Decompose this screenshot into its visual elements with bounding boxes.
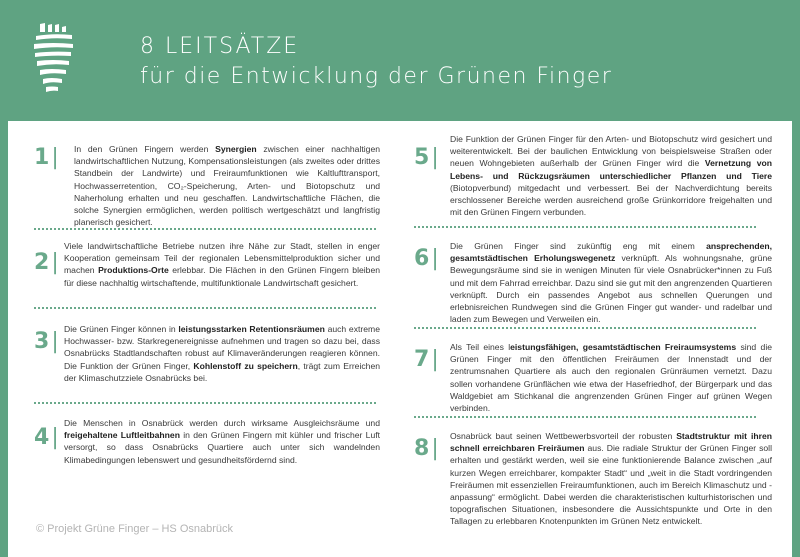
principle-number: 6|: [414, 246, 439, 271]
body-text: Als Teil eines l: [450, 342, 511, 352]
body-text: sind die Grünen Finger mit den öffentlichen Freiräumen der Innenstadt und der zentrumsnahen Quartiere als auch den regionalen Grünräumen vernetzt. Dazu sollen vorhandene Grünflächen wie etwa der Hasefriedhof, der Bürgerpark und das Waldgebiet am Stichkanal die angrenzenden Grünen Finger auf grünen Wegen verbinden.: [450, 342, 773, 414]
left-column: [8, 121, 388, 557]
emphasized-text: Stadtstruktur mit ihren schnell erreichbaren Freiräumen: [450, 431, 772, 454]
principle-number: 4|: [34, 425, 59, 450]
body-text: Die Grünen Finger können in: [64, 324, 179, 334]
page-title: 8 LEITSÄTZE: [140, 34, 300, 59]
principle-text: [64, 417, 380, 466]
principle-8: [400, 430, 780, 550]
body-text: In den Grünen Fingern werden: [74, 144, 216, 154]
dotted-divider: [34, 402, 376, 404]
emphasized-text: Vernetzung von Lebens- und Rückzugsräumen unterschiedlicher Pflanzen und Tiere: [450, 158, 772, 181]
principle-4: [8, 417, 388, 487]
principle-5: [400, 133, 780, 233]
emphasized-text: eistungsfähigen, gesamtstädtischen Freiraumsystems: [510, 342, 737, 352]
content-card: [8, 121, 792, 557]
principle-text: [450, 341, 772, 414]
body-text: zwischen einer nachhaltigen landwirtschaftlichen Nutzung, Kompensationsleistungen (als zweites oder drittes Standbein der Landwirte) und Freiraumfunktionen wie Kaltlufttransport, Hochwasserretention, CO₂-Speicherung, Arten- und Biotopschutz und Naherholung erhalten und neu geschaffen. Landwirtschaftliche Flächen, die solche Synergien ermöglichen, werden politisch wertgeschätzt und langfristig planerisch gesichert.: [74, 144, 381, 228]
principle-text: [64, 240, 380, 289]
principle-text: [450, 133, 772, 218]
principle-number: 3|: [34, 329, 59, 354]
header: [0, 0, 800, 120]
principle-number: 2|: [34, 250, 59, 275]
body-text: , trägt zum Erreichen der Klimaschutzziele Osnabrücks bei.: [64, 360, 381, 383]
body-text: Osnabrück baut seinen Wettbewerbsvorteil der robusten: [450, 431, 677, 441]
emphasized-text: Produktions-Orte: [98, 265, 169, 276]
principle-text: [450, 240, 772, 325]
emphasized-text: freigehaltene Luftleitbahnen: [64, 430, 180, 441]
dotted-divider: [34, 307, 376, 309]
principle-3: [8, 323, 388, 393]
principle-text: [74, 143, 380, 228]
body-text: Die Menschen in Osnabrück werden durch wirksame Ausgleichsräume und: [64, 418, 380, 428]
principle-number: 1|: [34, 145, 59, 170]
body-text: erlebbar. Die Flächen in den Grünen Fingern bleiben für diese nachhaltig wirtschaftende, multifunktionale Landwirtschaft gesichert.: [64, 265, 380, 288]
body-text: in den Grünen Fingern mit kühler und frischer Luft versorgt, so dass Osnabrücks Quartiere auch unter sich wandelnden Klimabedingungen lebenswert und gesundheitsfördernd sind.: [64, 430, 380, 465]
dotted-divider: [414, 416, 756, 418]
principle-2: [8, 240, 388, 310]
body-text: Die Grünen Finger sind zukünftig eng mit einem: [450, 241, 707, 251]
dotted-divider: [34, 228, 376, 230]
emphasized-text: ansprechenden, gesamtstädtischen Erholungswegenetz: [450, 241, 772, 264]
body-text: Die Funktion der Grünen Finger für den Arten- und Biotopschutz wird gesichert und weiterentwickelt. Bei der baulichen Entwicklung von beispielsweise Straßen oder neuen Wohngebieten außerhalb der Grünen Finger wird die: [450, 134, 772, 169]
body-text: auch extreme Hochwasser- bzw. Starkregenereignisse aufnehmen und tragen so dazu bei, dass Osnabrücks Stadtlandschaften robust auf Klimaveränderungen reagieren können. Die Funktion der Grünen Finger,: [64, 324, 380, 371]
principle-number: 5|: [414, 145, 439, 170]
copyright-footer: © Projekt Grüne Finger – HS Osnabrück: [36, 523, 234, 535]
page-subtitle: für die Entwicklung der Grünen Finger: [140, 64, 613, 89]
principle-number: 8|: [414, 436, 439, 461]
principle-1: [8, 143, 388, 233]
dotted-divider: [414, 226, 756, 228]
principle-text: [64, 323, 380, 384]
dotted-divider: [414, 327, 756, 329]
right-column: [400, 121, 780, 557]
emphasized-text: leistungsstarken Retentionsräumen: [178, 324, 325, 334]
body-text: (Biotopverbund) mitgedacht und verbessert. Bei der Nachverdichtung bereits erschlossener Bereiche werden ausreichend große Grünkorridore freigehalten und mit den Grünen Fingern verbunden.: [450, 182, 772, 218]
gruene-finger-logo-icon: [31, 22, 75, 94]
principle-text: [450, 430, 772, 528]
body-text: aus. Die radiale Struktur der Grünen Finger soll erhalten und gestärkt werden, weil sie eine funktionierende Balance zwischen „auf kurzen Wegen erreichbarer, kompakter Stadt“ und „weit in die Stadt vordringenden Freiräumen mit essenziellen Freiraumfunktionen, auch im Bereich Klimaschutz und -anpassung“ ermöglicht. Dabei werden die charakteristischen kulturhistorischen und topografischen Situationen, insbesondere die Aussichtspunkte und Orte in den Tallagen zu erlebbaren Knotenpunkten im Grünen Netz entwickelt.: [450, 443, 772, 527]
body-text: Viele landwirtschaftliche Betriebe nutzen ihre Nähe zur Stadt, stellen in enger Kooperation gemeinsam Teil der regionalen Lebensmittelproduktion sicher und machen: [64, 241, 380, 276]
principle-6: [400, 240, 780, 340]
emphasized-text: Synergien: [215, 144, 257, 154]
body-text: verknüpft. Als wohnungsnahe, grüne Bewegungsräume sind sie in wenigen Minuten für viele Osnabrücker*innen zu Fuß und mit dem Fahrrad erreichbar. Dazu sind sie gut mit den angrenzenden Quartieren verknüpft. Durch ein passendes Angebot aus schnellen Querungen und erlebnisreichen Rundwegen sind die Grünen Finger gut wander- und radelbar und laden zum Bewegen und Verweilen ein.: [450, 253, 773, 325]
principle-number: 7|: [414, 347, 439, 372]
emphasized-text: Kohlenstoff zu speichern: [193, 360, 298, 371]
